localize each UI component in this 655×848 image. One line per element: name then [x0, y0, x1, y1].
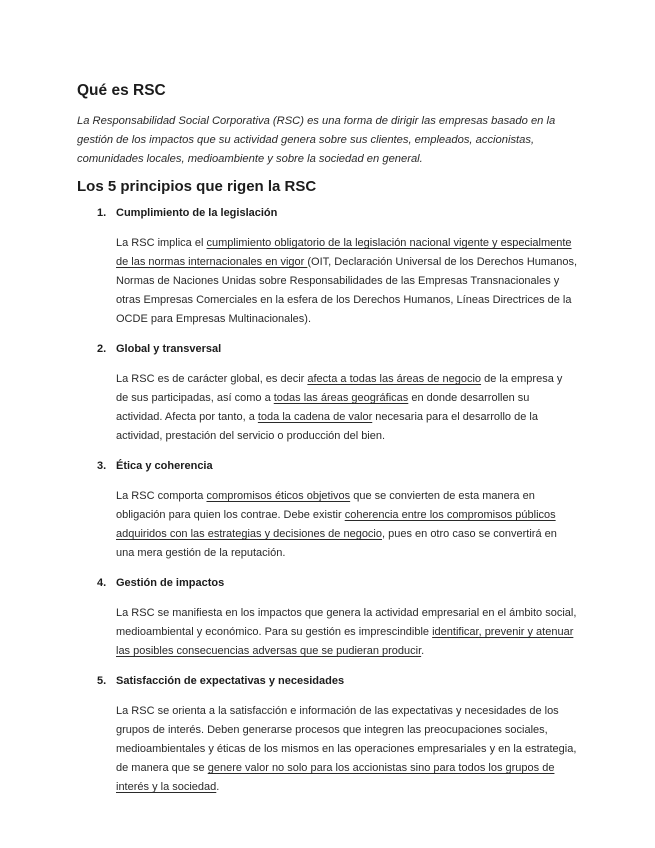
- principle-title: Cumplimiento de la legislación: [116, 207, 278, 219]
- body-text: La RSC se manifiesta en los impactos que genera la actividad empresarial en el ámbito social, medioambiental y económico. Para su gestión es imprescindible: [116, 607, 577, 638]
- underlined-phrase: afecta a todas las áreas de negocio: [307, 373, 482, 385]
- principle-item: [77, 459, 577, 563]
- principle-item: [77, 206, 577, 329]
- principles-list: [77, 206, 577, 797]
- underlined-phrase: identificar, prevenir y atenuar las posibles consecuencias adversas que se pudieran producir: [116, 626, 574, 657]
- body-text: en donde desarrollen su actividad. Afecta por tanto, a: [116, 392, 530, 423]
- page-title: Qué es RSC: [77, 82, 166, 99]
- principle-number: 1.: [97, 207, 107, 219]
- underlined-phrase: todas las áreas geográficas: [273, 392, 409, 404]
- section-heading: Los 5 principios que rigen la RSC: [77, 178, 317, 195]
- underlined-phrase: toda la cadena de valor: [257, 411, 373, 423]
- principle-title: Satisfacción de expectativas y necesidades: [116, 675, 345, 687]
- principle-heading: [77, 576, 577, 591]
- body-text: La RSC comporta: [116, 490, 207, 502]
- principle-title: Ética y coherencia: [116, 460, 213, 472]
- principle-number: 4.: [97, 577, 107, 589]
- principle-item: [77, 342, 577, 446]
- underlined-phrase: cumplimiento obligatorio de la legislación nacional vigente y especialmente de las normas internacionales en vigor: [116, 237, 572, 268]
- principle-number: 2.: [97, 343, 107, 355]
- principle-heading: [77, 342, 577, 357]
- principle-body: [116, 702, 577, 797]
- body-text: .: [216, 781, 220, 793]
- principle-body: [116, 370, 577, 446]
- underlined-phrase: coherencia entre los compromisos públicos adquiridos con las estrategias y decisiones de negocio: [116, 509, 556, 540]
- underlined-phrase: genere valor no solo para los accionistas sino para todos los grupos de interés y la sociedad: [116, 762, 555, 793]
- body-text: , pues en otro caso se convertirá en una mera gestión de la reputación.: [116, 528, 557, 559]
- body-text: La RSC es de carácter global, es decir: [116, 373, 308, 385]
- principle-heading: [77, 206, 577, 221]
- body-text: La RSC implica el: [116, 237, 207, 249]
- underlined-phrase: compromisos éticos objetivos: [206, 490, 351, 502]
- principle-title: Global y transversal: [116, 343, 222, 355]
- principle-number: 5.: [97, 675, 107, 687]
- body-text: La RSC se orienta a la satisfacción e información de las expectativas y necesidades de los grupos de interés. Deben generarse procesos que integren las preocupaciones sociales, medioambientales y éticas de los mismos en las operaciones empresariales y en la estrategia, de manera que se: [116, 705, 577, 774]
- principle-item: [77, 576, 577, 661]
- principle-heading: [77, 674, 577, 689]
- principle-title: Gestión de impactos: [116, 577, 225, 589]
- principle-number: 3.: [97, 460, 107, 472]
- body-text: que se convierten de esta manera en obligación para quien los contrae. Debe existir: [116, 490, 535, 521]
- body-text: necesaria para el desarrollo de la actividad, prestación del servicio o producción del bien.: [116, 411, 538, 442]
- principle-item: [77, 674, 577, 797]
- principle-body: [116, 234, 577, 329]
- body-text: .: [421, 645, 425, 657]
- principle-body: [116, 487, 577, 563]
- body-text: (OIT, Declaración Universal de los Derechos Humanos, Normas de Naciones Unidas sobre Responsabilidades de las Empresas Transnacionales y otras Empresas Comerciales en la esfera de los Derechos Humanos, Líneas Directrices de la OCDE para Empresas Multinacionales).: [116, 256, 577, 325]
- principle-heading: [77, 459, 577, 474]
- principle-body: [116, 604, 577, 661]
- body-text: de la empresa y de sus participadas, así como a: [116, 373, 563, 404]
- intro-paragraph: La Responsabilidad Social Corporativa (RSC) es una forma de dirigir las empresas basado en la gestión de los impactos que su actividad genera sobre sus clientes, empleados, accionistas, comunidades locales, medioambiente y sobre la sociedad en general.: [77, 115, 556, 165]
